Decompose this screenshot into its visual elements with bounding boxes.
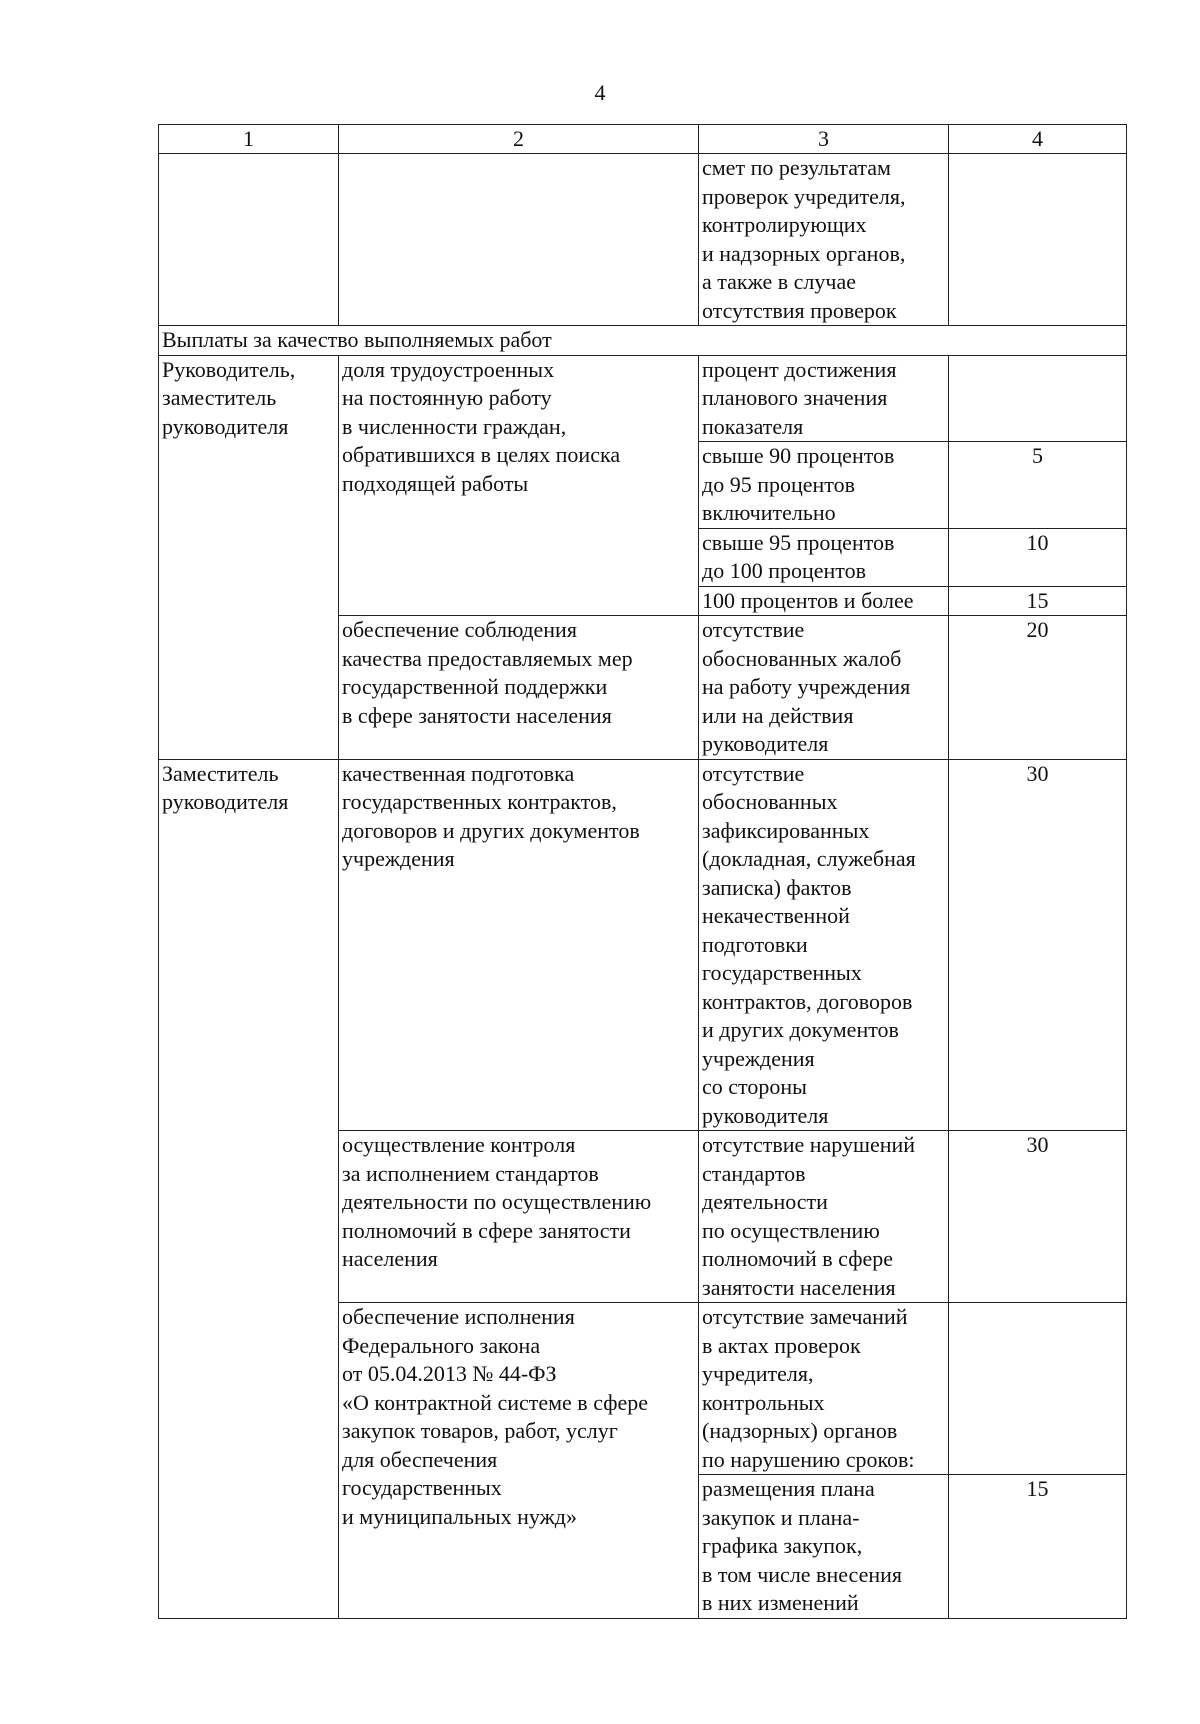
position-cell: Руководитель, заместитель руководителя [159, 355, 339, 759]
value-cell: 20 [949, 616, 1127, 760]
header-col-3: 3 [699, 125, 949, 154]
condition-cell: размещения плана закупок и плана- графика закупок, в том числе внесения в них изменений [699, 1475, 949, 1619]
value-cell: 10 [949, 528, 1127, 586]
value-cell: 30 [949, 1131, 1127, 1303]
section-row [159, 326, 1127, 356]
table-header-row [159, 125, 1127, 154]
condition-cell: свыше 90 процентов до 95 процентов включительно [699, 442, 949, 529]
position-cell: Заместитель руководителя [159, 759, 339, 1618]
empty-cell [339, 154, 699, 326]
criterion-cell: обеспечение соблюдения качества предоставляемых мер государственной поддержки в сфере занятости населения [339, 616, 699, 760]
payments-table [158, 124, 1127, 1619]
condition-cell: отсутствие обоснованных жалоб на работу учреждения или на действия руководителя [699, 616, 949, 760]
condition-cell: отсутствие обоснованных зафиксированных (докладная, служебная записка) фактов некачественной подготовки государственных контрактов, договоров и других документов учреждения со стороны руководителя [699, 759, 949, 1131]
section-title: Выплаты за качество выполняемых работ [159, 326, 1127, 356]
empty-cell [159, 154, 339, 326]
condition-cell: процент достижения планового значения показателя [699, 355, 949, 442]
criterion-cell: осуществление контроля за исполнением стандартов деятельности по осуществлению полномочий в сфере занятости населения [339, 1131, 699, 1303]
criterion-cell: доля трудоустроенных на постоянную работу в численности граждан, обратившихся в целях поиска подходящей работы [339, 355, 699, 616]
table-row [159, 355, 1127, 442]
value-cell [949, 1303, 1127, 1475]
condition-cell: отсутствие нарушений стандартов деятельности по осуществлению полномочий в сфере занятости населения [699, 1131, 949, 1303]
header-col-1: 1 [159, 125, 339, 154]
condition-cell: отсутствие замечаний в актах проверок учредителя, контрольных (надзорных) органов по нарушению сроков: [699, 1303, 949, 1475]
header-col-4: 4 [949, 125, 1127, 154]
value-cell [949, 355, 1127, 442]
condition-cell: 100 процентов и более [699, 586, 949, 616]
table-row [159, 154, 1127, 326]
value-cell: 5 [949, 442, 1127, 529]
criterion-cell: обеспечение исполнения Федерального закона от 05.04.2013 № 44-ФЗ «О контрактной системе в сфере закупок товаров, работ, услуг для обеспечения государственных и муниципальных нужд» [339, 1303, 699, 1619]
condition-cell: свыше 95 процентов до 100 процентов [699, 528, 949, 586]
value-cell: 15 [949, 586, 1127, 616]
empty-cell [949, 154, 1127, 326]
value-cell: 30 [949, 759, 1127, 1131]
condition-cell: смет по результатам проверок учредителя, контролирующих и надзорных органов, а также в случае отсутствия проверок [699, 154, 949, 326]
page-number: 4 [594, 80, 606, 105]
table-row [159, 759, 1127, 1131]
criterion-cell: качественная подготовка государственных контрактов, договоров и других документов учреждения [339, 759, 699, 1131]
header-col-2: 2 [339, 125, 699, 154]
value-cell: 15 [949, 1475, 1127, 1619]
